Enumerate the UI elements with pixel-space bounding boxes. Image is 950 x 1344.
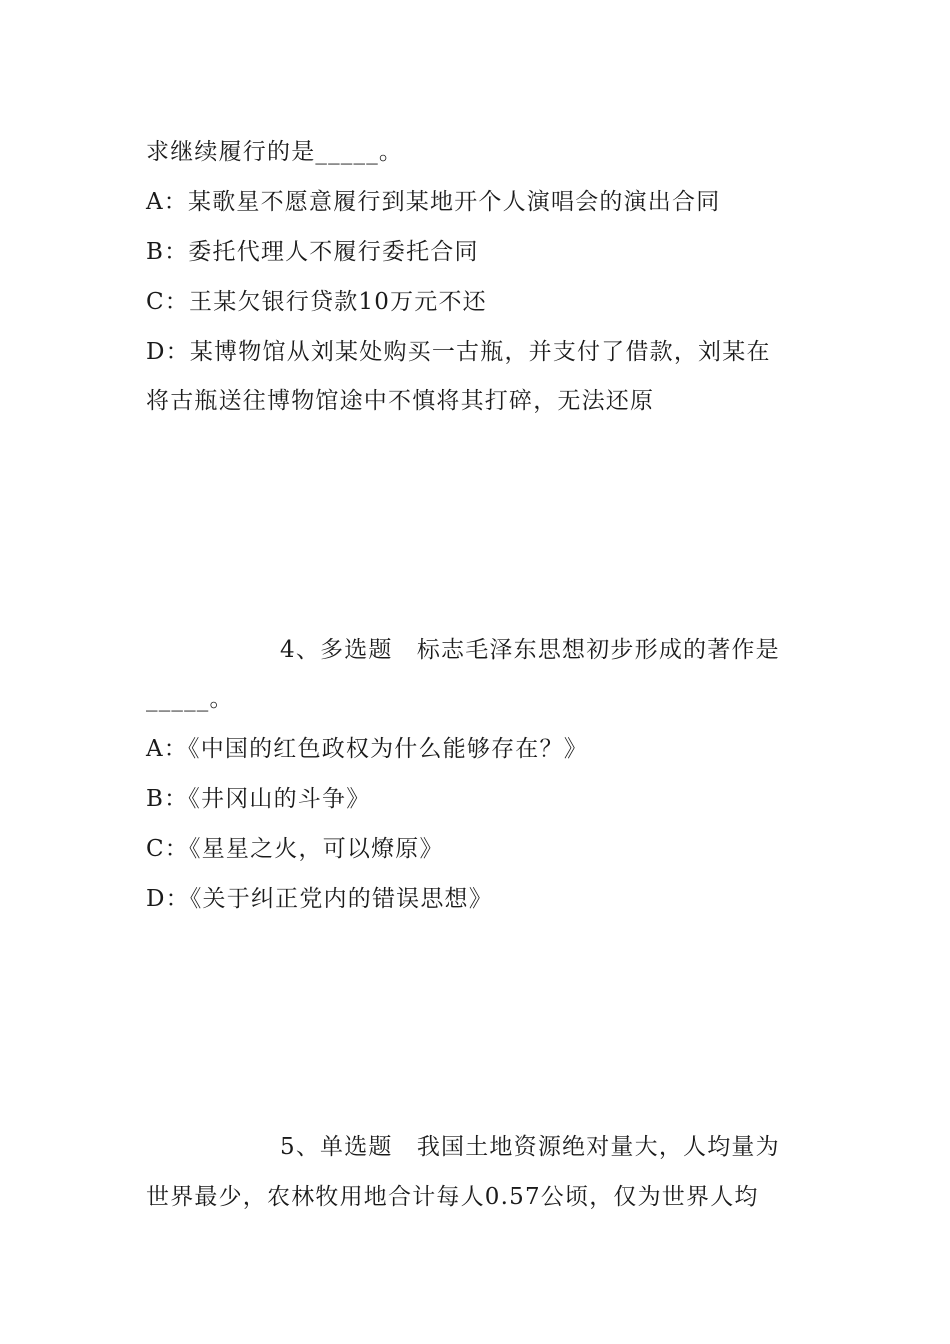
- q4-option-c: C：《星星之火，可以燎原》: [146, 836, 444, 862]
- q5-line-2: 世界最少，农林牧用地合计每人0.57公顷，仅为世界人均: [146, 1184, 759, 1210]
- q4-option-d: D：《关于纠正党内的错误思想》: [146, 886, 493, 912]
- q3-option-b: B：委托代理人不履行委托合同: [146, 239, 479, 265]
- q4-stem-tail: _____。: [146, 686, 234, 712]
- q3-option-d-continued: 将古瓶送往博物馆途中不慎将其打碎，无法还原: [146, 388, 655, 414]
- q5-header: 5、单选题 我国土地资源绝对量大，人均量为: [280, 1134, 780, 1160]
- q3-option-a: A：某歌星不愿意履行到某地开个人演唱会的演出合同: [146, 189, 721, 215]
- q3-stem-tail: 求继续履行的是_____。: [146, 139, 404, 165]
- q4-header: 4、多选题 标志毛泽东思想初步形成的著作是: [280, 637, 780, 663]
- q4-option-b: B：《井冈山的斗争》: [146, 786, 371, 812]
- q4-option-a: A：《中国的红色政权为什么能够存在？》: [146, 736, 588, 762]
- q3-option-d: D：某博物馆从刘某处购买一古瓶，并支付了借款，刘某在: [146, 339, 771, 365]
- q3-option-c: C：王某欠银行贷款10万元不还: [146, 289, 487, 315]
